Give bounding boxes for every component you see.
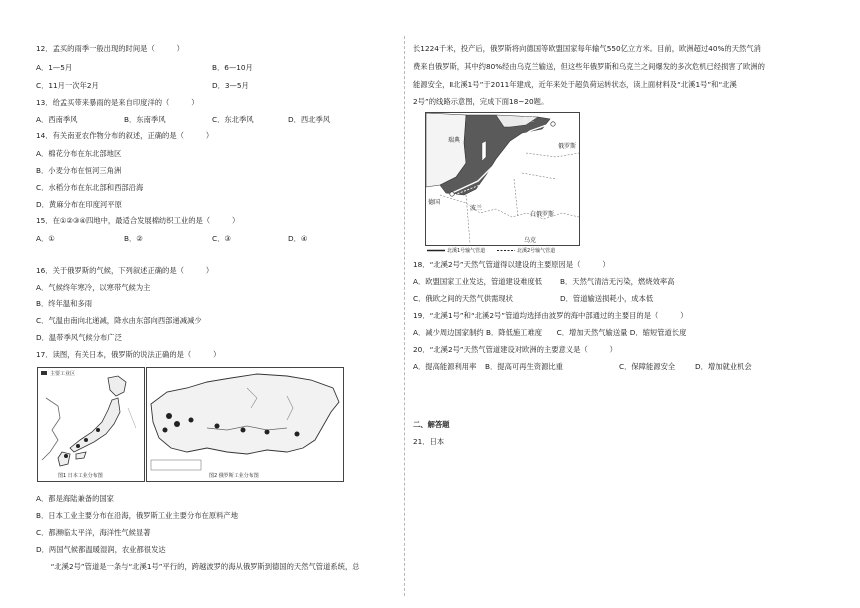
japan-map-legend: 主要工业区 xyxy=(50,371,76,377)
question-18-stem: 18．“北溪2号”天然气管道得以建设的主要原因是（ ） xyxy=(413,260,610,269)
question-20-option-a: A．提高能源利用率 xyxy=(413,362,477,371)
question-19-stem: 19．“北溪1号”和“北溪2号”管道均选择由波罗的海中部通过的主要目的是（ ） xyxy=(413,311,688,320)
question-14-option-b: B．小麦分布在恒河三角洲 xyxy=(36,166,122,175)
label-ukraine: 乌克 xyxy=(524,237,537,244)
question-18-option-b: B．天然气清洁无污染，燃烧效率高 xyxy=(560,277,675,286)
question-18-option-d: D．管道输送损耗小，成本低 xyxy=(560,294,654,303)
hokkaido-island xyxy=(108,376,126,396)
industry-dot xyxy=(64,454,68,458)
label-belarus: 白俄罗斯 xyxy=(530,211,555,218)
honshu-island xyxy=(70,398,120,452)
question-18-option-c: C．俄欧之间的天然气供需现状 xyxy=(413,294,513,303)
question-12-option-b: B．6—10月 xyxy=(212,63,253,72)
label-russia: 俄罗斯 xyxy=(558,143,577,150)
question-16-option-a: A．气候终年寒冷，以寒带气候为主 xyxy=(36,283,151,292)
russia-industry-map xyxy=(146,367,344,482)
passage-line-3: 能源安全，Ⅱ北溪1号”于2011年建成，近年来处于超负荷运转状态，读上面材料及“北溪1号”和“北溪 xyxy=(413,80,737,89)
question-13-option-b: B．东南季风 xyxy=(124,115,166,124)
korea-coastline xyxy=(42,398,60,460)
industry-dot xyxy=(174,421,180,427)
nord-stream-map-legend xyxy=(425,246,578,255)
question-20-stem: 20．“北溪2号”天然气管道建设对欧洲的主要意义是（ ） xyxy=(413,345,617,354)
question-15-option-a: A．① xyxy=(36,234,55,243)
right-column xyxy=(405,0,860,608)
industry-dot xyxy=(295,432,300,437)
question-17-option-b: B．日本工业主要分布在沿海，俄罗斯工业主要分布在原料产地 xyxy=(36,511,239,520)
question-14-stem: 14．有关南亚农作物分布的叙述，正确的是（ ） xyxy=(36,131,214,140)
question-20-option-c: C．保障能源安全 xyxy=(619,362,676,371)
japan-map-graphic xyxy=(38,368,144,481)
question-12-stem: 12．孟买的雨季一般出现的时间是（ ） xyxy=(36,44,184,53)
legend-label-nord-stream-2: 北溪2号输气管道 xyxy=(517,248,556,254)
question-15-option-c: C．③ xyxy=(212,234,231,243)
question-13-stem: 13．给孟买带来暴雨的是来自印度洋的（ ） xyxy=(36,98,199,107)
question-16-option-d: D．温带季风气候分布广泛 xyxy=(36,333,122,342)
russia-map-graphic xyxy=(147,368,343,481)
question-18-option-a: A．欧盟国家工业发达，管道建设难度低 xyxy=(413,277,543,286)
industry-dot xyxy=(84,438,88,442)
industry-dot xyxy=(189,418,194,423)
question-15-stem: 15．在①②③④四地中，最适合发展棉纺织工业的是（ ） xyxy=(36,216,240,225)
nord-stream-map xyxy=(425,112,580,246)
question-17-stem: 17．读图，有关日本，俄罗斯的说法正确的是（ ） xyxy=(36,350,221,359)
label-germany: 德国 xyxy=(428,199,441,206)
nord-stream-map-graphic xyxy=(426,113,579,245)
pipeline-endpoint-germany xyxy=(450,192,454,196)
japan-map-caption: 图1 日本工业分布图 xyxy=(58,473,103,479)
russia-map-legend xyxy=(151,460,201,470)
question-13-option-d: D．西北季风 xyxy=(288,115,331,124)
passage-line-4: 2号”的线路示意图，完成下面18~20题。 xyxy=(413,97,549,106)
question-20-option-d: D．增加就业机会 xyxy=(695,362,752,371)
question-16-option-c: C．气温由南向北递减，降水由东部向西部递减减少 xyxy=(36,316,202,325)
question-17-option-d: D．两国气候都温暖湿润，农业都很发达 xyxy=(36,545,166,554)
question-14-option-a: A．棉花分布在东北部地区 xyxy=(36,149,122,158)
industry-dot xyxy=(241,428,246,433)
question-19-options: A．减少周边国家制约 B．降低施工难度 C．增加天然气输送量 D．缩短管道长度 xyxy=(413,328,687,337)
question-12-option-c: C．11月一次年2月 xyxy=(36,81,99,90)
question-21-stem: 21．日本 xyxy=(413,437,445,446)
label-sweden: 瑞典 xyxy=(448,137,461,144)
section-heading-answer: 二、解答题 xyxy=(413,420,450,429)
question-20-option-b: B．提高可再生资源比重 xyxy=(485,362,563,371)
japan-industry-map xyxy=(37,367,145,482)
passage-line-2: 费来自俄罗斯，其中约80%经由乌克兰输送，但这些年俄罗斯和乌克兰之间爆发的多次危机已经损害了欧洲的 xyxy=(413,62,765,71)
russia-map-caption: 图2 俄罗斯工业分布图 xyxy=(209,473,259,479)
question-15-option-d: D．④ xyxy=(288,234,308,243)
industry-dot xyxy=(265,430,270,435)
question-16-stem: 16．关于俄罗斯的气候，下列叙述正确的是（ ） xyxy=(36,266,214,275)
question-12-option-a: A．1—5月 xyxy=(36,63,73,72)
question-12-option-d: D．3—5月 xyxy=(212,81,249,90)
question-14-option-c: C．水稻分布在东北部和西部沿海 xyxy=(36,183,144,192)
passage-line-1: 长1224千米，投产后，俄罗斯将向德国等欧盟国家每年输气550亿立方米。目前，欧洲超过40%的天然气消 xyxy=(413,44,761,53)
pipeline-endpoint-russia xyxy=(551,122,555,126)
legend-label-nord-stream-1: 北溪1号输气管道 xyxy=(447,248,486,254)
passage-first-line: “北溪2号”管道是一条与“北溪1号”平行的，跨越波罗的海从俄罗斯到德国的天然气管道系统，总 xyxy=(36,562,360,571)
question-13-option-a: A．西南季风 xyxy=(36,115,78,124)
label-finland: 芬兰 xyxy=(522,117,535,124)
industry-dot xyxy=(163,428,168,433)
industry-dot xyxy=(76,444,80,448)
left-column xyxy=(0,0,404,608)
question-13-option-c: C．东北季风 xyxy=(212,115,254,124)
question-17-option-c: C．都濒临太平洋，海洋性气候显著 xyxy=(36,528,151,537)
question-14-option-d: D．黄麻分布在印度河平原 xyxy=(36,200,122,209)
meridian-line xyxy=(128,408,136,428)
legend-swatch-industry xyxy=(41,371,47,375)
question-16-option-b: B．终年温和多雨 xyxy=(36,299,93,308)
label-poland: 波兰 xyxy=(470,205,483,212)
industry-dot xyxy=(96,428,100,432)
russia-outline xyxy=(151,374,339,454)
shikoku-island xyxy=(76,452,86,459)
industry-dot xyxy=(215,424,220,429)
question-17-option-a: A．都是海陆兼备的国家 xyxy=(36,494,114,503)
kyushu-island xyxy=(58,452,70,466)
question-15-option-b: B．② xyxy=(124,234,143,243)
industry-dot xyxy=(166,413,172,419)
